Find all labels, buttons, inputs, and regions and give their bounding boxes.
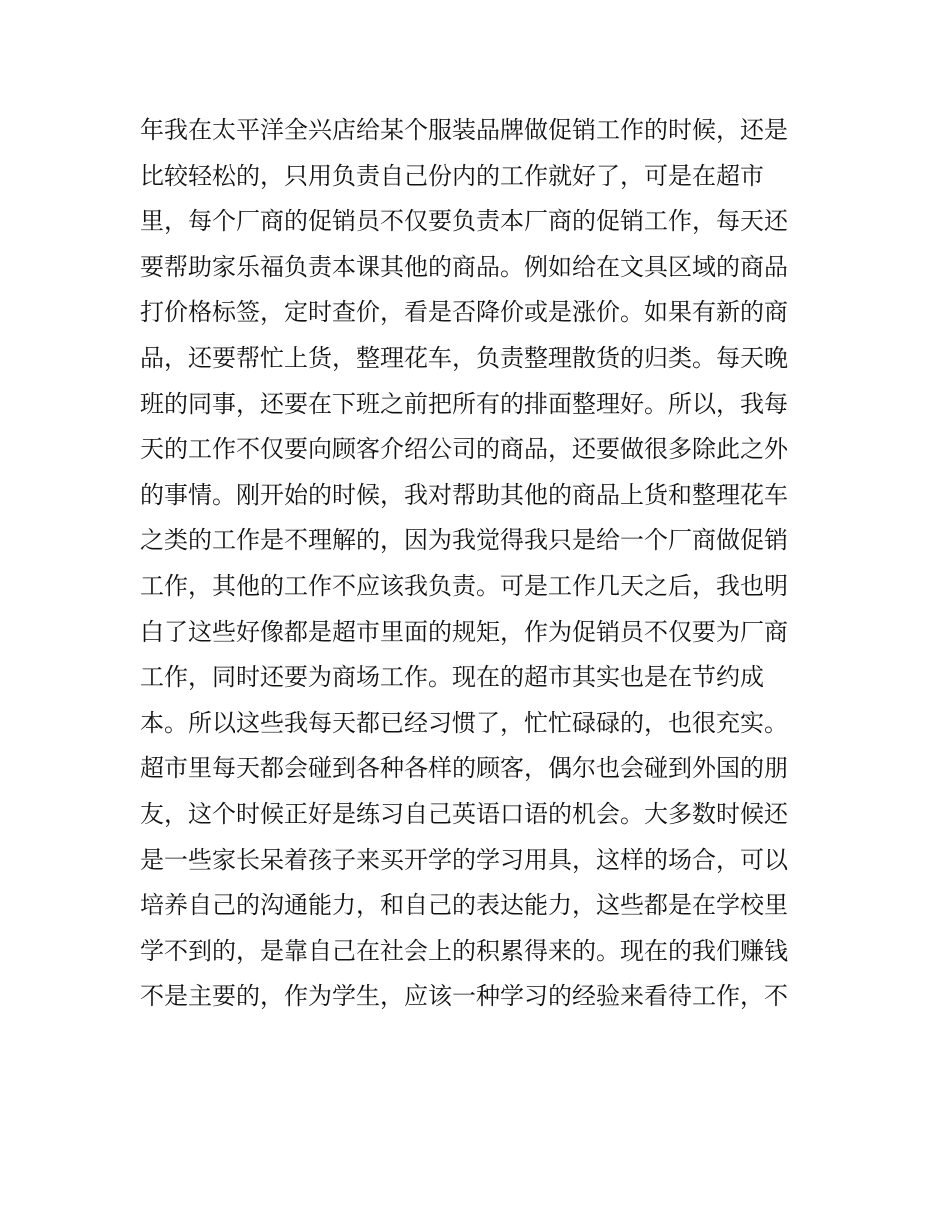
text-line: 学不到的，是靠自己在社会上的积累得来的。现在的我们赚钱 [140,936,788,965]
text-line: 是一些家长呆着孩子来买开学的学习用具，这样的场合，可以 [140,845,788,874]
text-line: 白了这些好像都是超市里面的规矩，作为促销员不仅要为厂商 [140,617,788,646]
text-line: 班的同事，还要在下班之前把所有的排面整理好。所以，我每 [140,389,788,418]
text-line: 本。所以这些我每天都已经习惯了，忙忙碌碌的，也很充实。 [140,708,788,737]
text-line: 的事情。刚开始的时候，我对帮助其他的商品上货和整理花车 [140,480,788,509]
text-line: 工作，其他的工作不应该我负责。可是工作几天之后，我也明 [140,571,788,600]
body-text [140,108,820,1020]
text-line: 之类的工作是不理解的，因为我觉得我只是给一个厂商做促销 [140,526,788,555]
text-line: 打价格标签，定时查价，看是否降价或是涨价。如果有新的商 [140,298,788,327]
text-line: 友，这个时候正好是练习自己英语口语的机会。大多数时候还 [140,799,788,828]
text-line: 工作，同时还要为商场工作。现在的超市其实也是在节约成 [140,663,764,692]
text-line: 要帮助家乐福负责本课其他的商品。例如给在文具区域的商品 [140,252,788,281]
text-line: 天的工作不仅要向顾客介绍公司的商品，还要做很多除此之外 [140,435,788,464]
text-line: 里，每个厂商的促销员不仅要负责本厂商的促销工作，每天还 [140,207,788,236]
text-line: 年我在太平洋全兴店给某个服装品牌做促销工作的时候，还是 [140,116,788,144]
text-line: 比较轻松的，只用负责自己份内的工作就好了，可是在超市 [140,161,764,190]
text-line: 培养自己的沟通能力，和自己的表达能力，这些都是在学校里 [140,891,788,920]
text-line: 不是主要的，作为学生，应该一种学习的经验来看待工作，不 [140,982,788,1011]
text-line: 品，还要帮忙上货，整理花车，负责整理散货的归类。每天晚 [140,343,788,372]
text-line: 超市里每天都会碰到各种各样的顾客，偶尔也会碰到外国的朋 [140,754,788,783]
